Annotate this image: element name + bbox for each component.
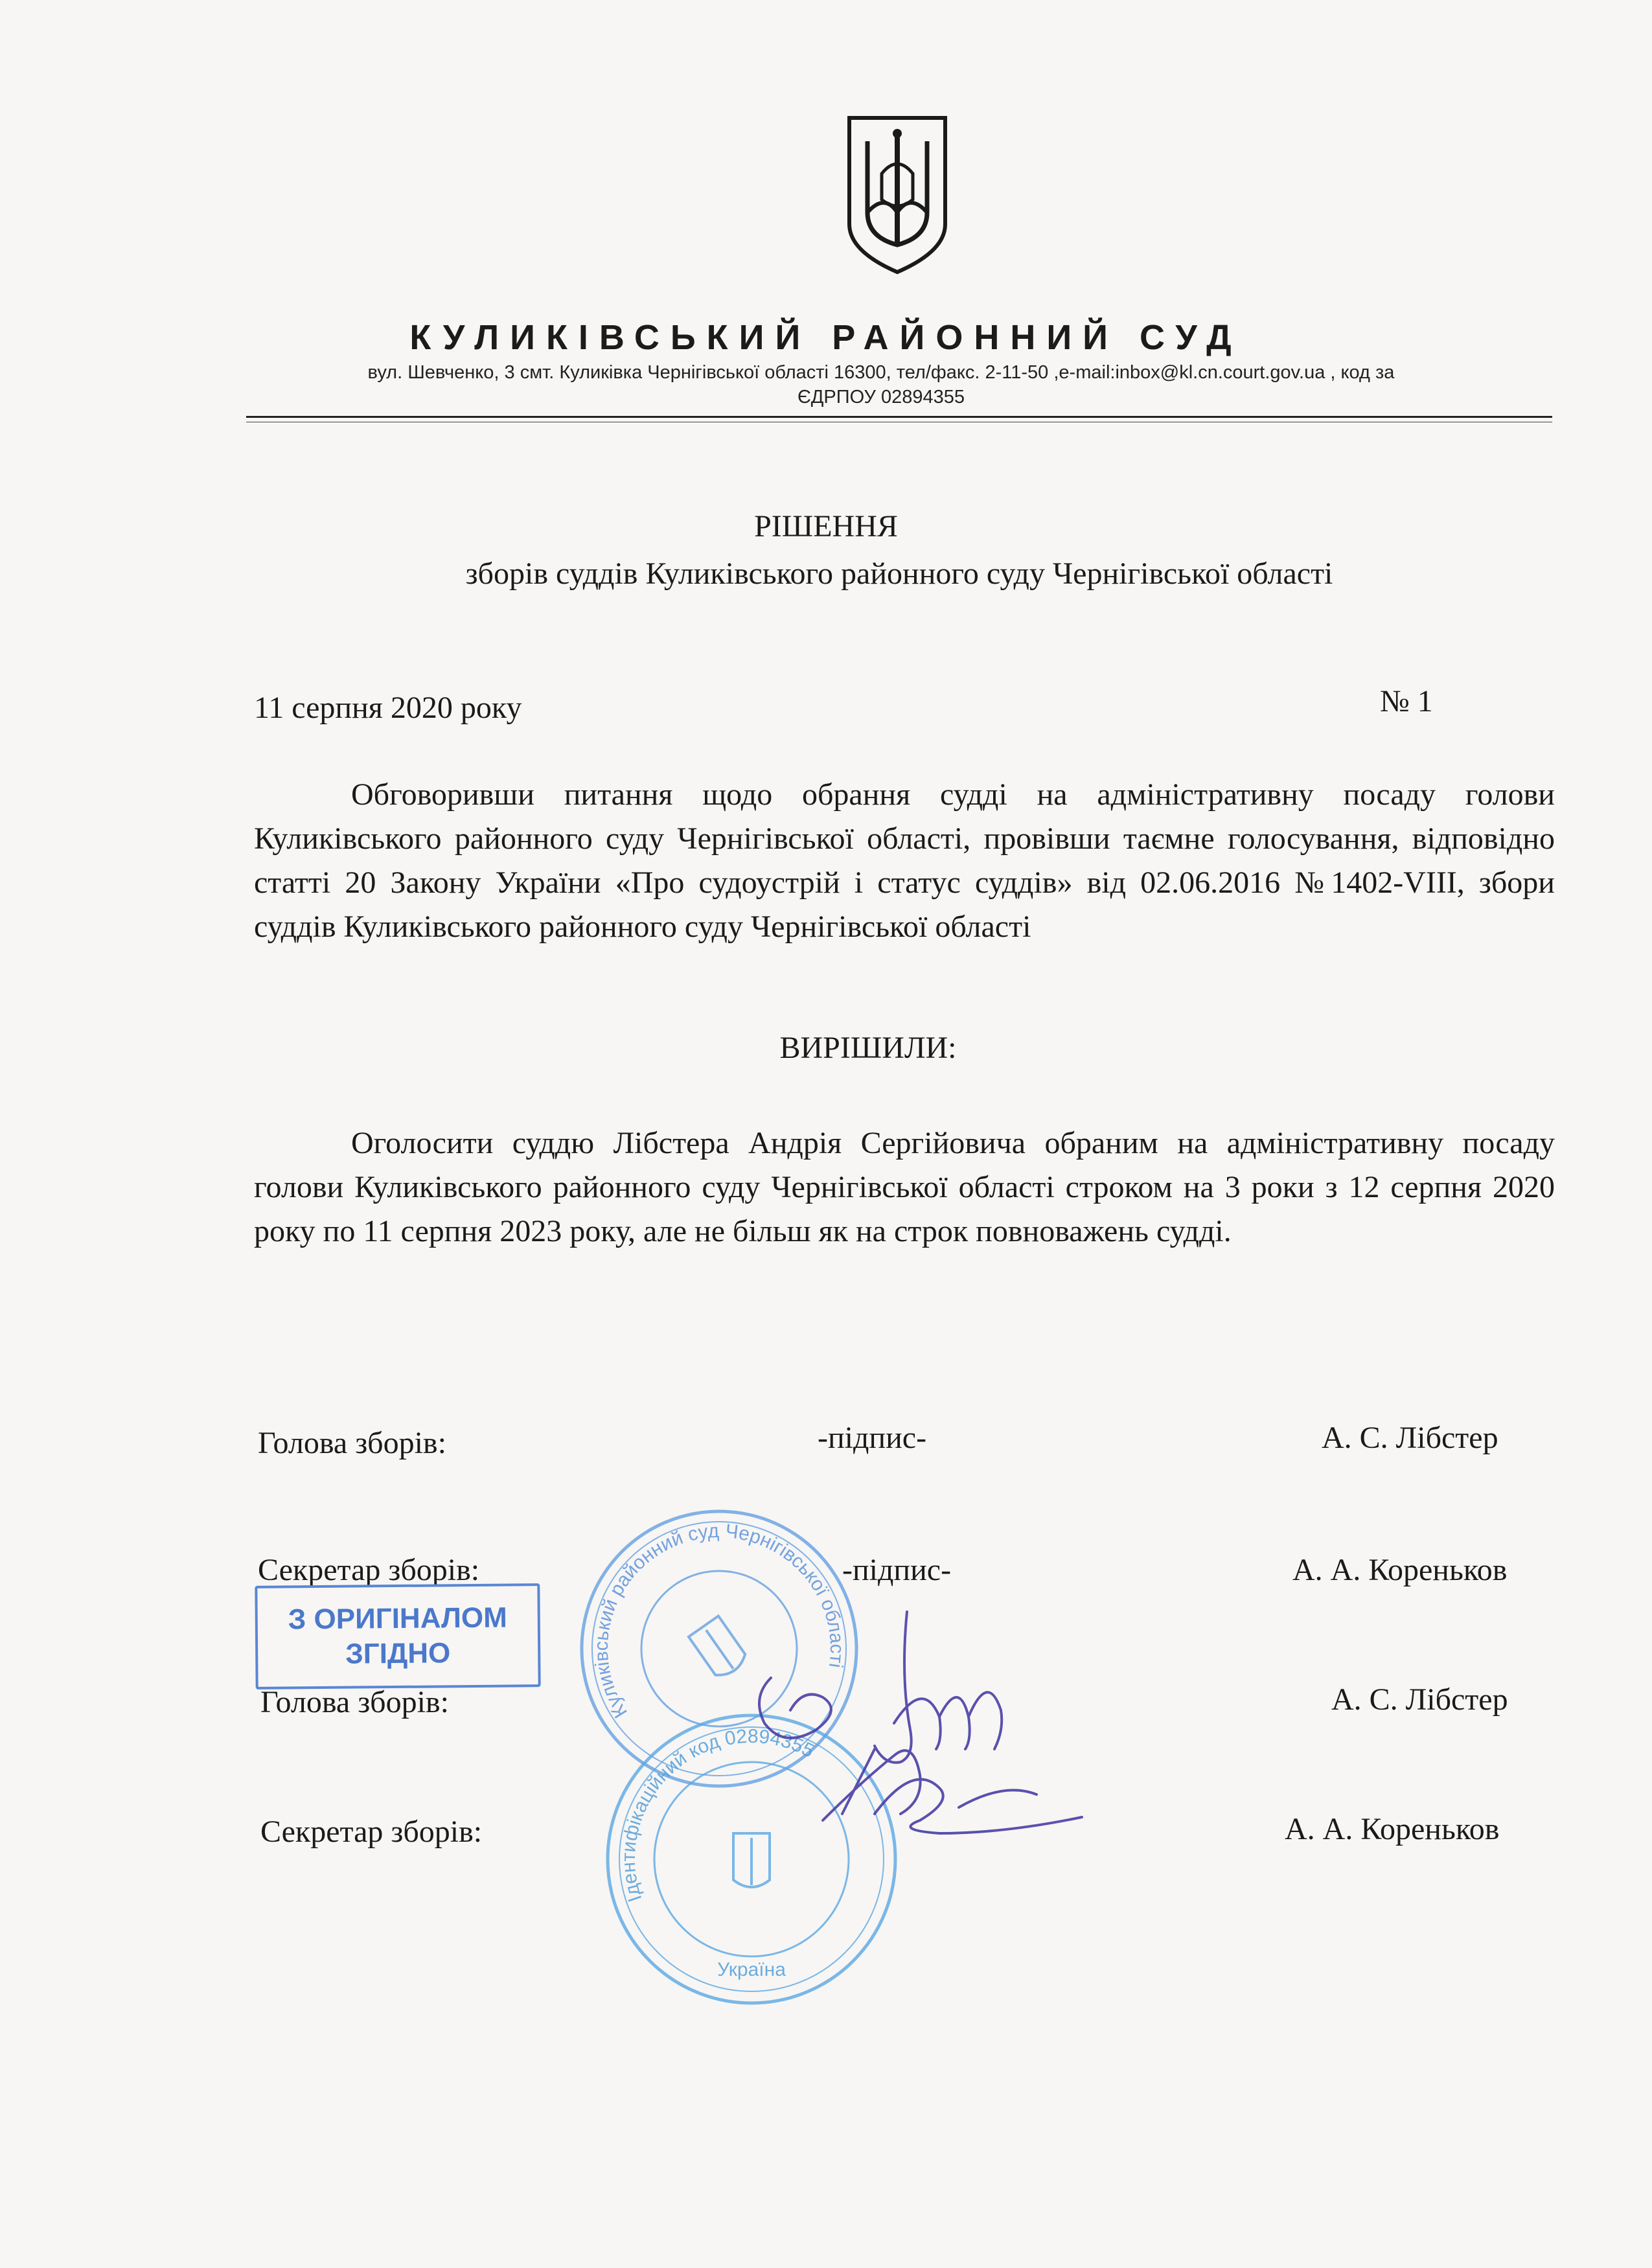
address-line-1: вул. Шевченко, 3 смт. Куликівка Чернігівської області 16300, тел/факс. 2-11-50 ,e-mail:inbox@kl.cn.court.gov.ua , код за [367,362,1395,383]
document-subtitle: зборів суддів Куликівського районного суду Чернігівської області [465,556,1333,591]
coat-of-arms-icon [845,115,949,275]
secretary-signature-mark: -підпис- [842,1553,952,1587]
chair-label: Голова зборів: [258,1426,446,1460]
address-line-2: ЄДРПОУ 02894355 [797,387,965,407]
document-number: № 1 [1380,684,1433,718]
chair-label-2: Голова зборів: [260,1685,449,1719]
paragraph-decision: Оголосити суддю Лібстера Андрія Сергійовича обраним на адміністративну посаду голови Куликівського районного суду Чернігівської області строком на 3 роки з 12 серпня 2020 року по 11 серпня 2023 року, але не більш як на строк повноважень судді. [254,1126,1555,1248]
chair-signature-mark: -підпис- [818,1421,927,1455]
paragraph-discussion: Обговоривши питання щодо обрання судді на адміністративну посаду голови Куликівського районного суду Чернігівської області, провівши таємне голосування, відповідно статті 20 Закону України «Про судоустрій і статус суддів» від 02.06.2016 №1402-VIII, збори суддів Куликівського районного суду Чернігівської області [254,777,1555,944]
court-address [246,360,1516,409]
document-title: РІШЕННЯ [754,509,898,544]
court-name: КУЛИКІВСЬКИЙ РАЙОННИЙ СУД [409,318,1243,357]
seal-arc-code-text: Ідентифікаційний код 02894355 [617,1725,818,1905]
seal-arc-text-upper: Куликівський районний суд Чернігівської області [590,1520,848,1722]
secretary-name-2: А. А. Кореньков [1285,1812,1500,1846]
secretary-label: Секретар зборів: [258,1553,480,1587]
secretary-name: А. А. Кореньков [1292,1553,1508,1587]
court-seal-lower [602,1710,901,2008]
certified-copy-line-2: ЗГІДНО [345,1637,451,1670]
seal-country-text: Україна [717,1959,786,1980]
certified-copy-stamp [255,1583,540,1690]
decided-heading: ВИРІШИЛИ: [779,1031,957,1065]
document-date: 11 серпня 2020 року [254,691,522,725]
court-seal-upper [577,1506,862,1791]
svg-text:Куликівський районний суд Черн [577,1506,862,1791]
chair-name-2: А. С. Лібстер [1331,1682,1508,1717]
secretary-label-2: Секретар зборів: [260,1815,483,1849]
svg-text:Ідентифікаційний код 02894355 [602,1710,847,1905]
header-divider [246,416,1552,418]
chair-name: А. С. Лібстер [1322,1421,1498,1455]
handwritten-signature [745,1600,1108,1872]
certified-copy-line-1: З ОРИГІНАЛОМ [288,1601,507,1636]
